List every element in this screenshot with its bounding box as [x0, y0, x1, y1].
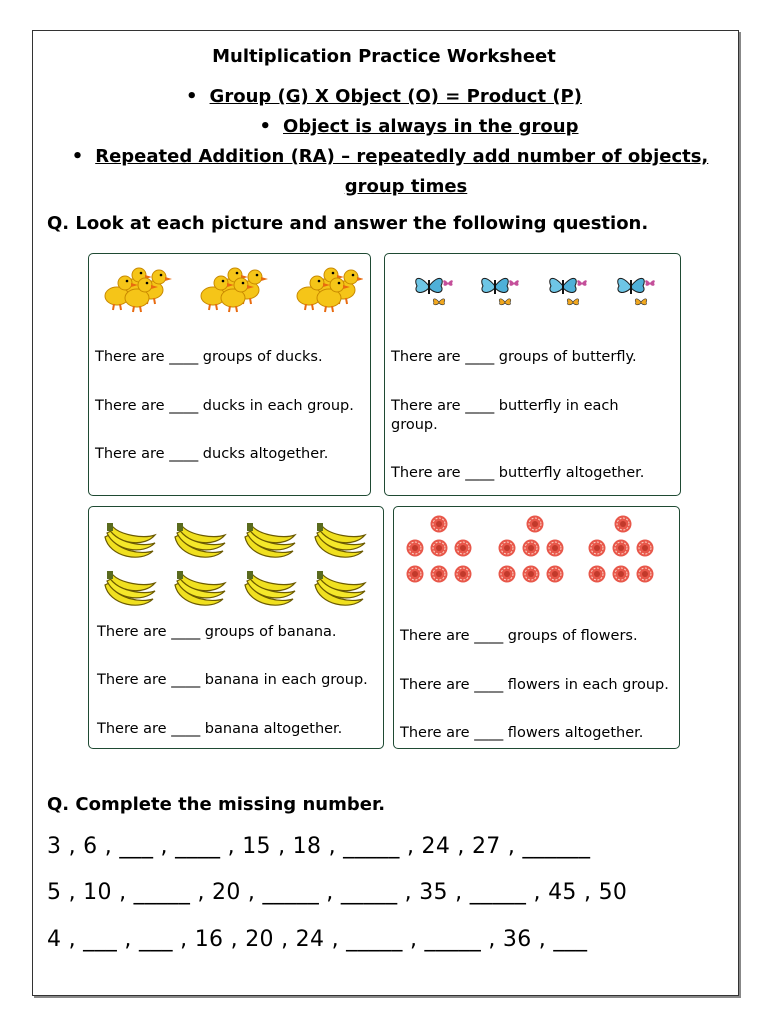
butterfly-total-line: There are ____ butterfly altogether.: [391, 465, 645, 481]
banana-each-line: There are ____ banana in each group.: [97, 672, 368, 688]
ducks-card: [88, 253, 371, 496]
butterfly-group-icon: [550, 278, 587, 304]
banana-icon: [315, 571, 365, 605]
flower-group-icon: [407, 540, 472, 583]
question-1: Q. Look at each picture and answer the following question.: [47, 213, 649, 234]
duck-group-icon: [105, 268, 172, 312]
banana-icon: [175, 523, 225, 557]
butterfly-group-icon: [482, 278, 519, 304]
duck-group-icon: [297, 268, 363, 312]
flowers-picture: [398, 511, 674, 591]
butterfly-each-line-cont: group.: [391, 417, 438, 433]
question-2: Q. Complete the missing number.: [47, 794, 386, 815]
ducks-each-line: There are ____ ducks in each group.: [95, 398, 354, 414]
sequence-row: 4 , ___ , ___ , 16 , 20 , 24 , _____ , _____ , 36 , ___: [47, 927, 588, 952]
flower-icon: [431, 516, 448, 533]
flower-icon: [615, 516, 632, 533]
butterfly-groups-line: There are ____ groups of butterfly.: [391, 349, 637, 365]
banana-icon: [245, 523, 295, 557]
banana-total-line: There are ____ banana altogether.: [97, 721, 343, 737]
bullet-icon: •: [71, 146, 84, 167]
flowers-groups-line: There are ____ groups of flowers.: [400, 628, 638, 644]
bullet-icon: •: [186, 86, 198, 107]
banana-card: [88, 506, 384, 749]
banana-picture: [99, 515, 375, 615]
rule-item: • Object is always in the group: [259, 116, 579, 137]
butterfly-group-icon: [618, 278, 655, 304]
banana-groups-line: There are ____ groups of banana.: [97, 624, 337, 640]
rule-item-continued: group times: [344, 176, 468, 197]
flower-group-icon: [589, 540, 654, 583]
butterfly-card: [384, 253, 681, 496]
ducks-groups-line: There are ____ groups of ducks.: [95, 349, 323, 365]
duck-group-icon: [201, 268, 268, 312]
flower-group-icon: [499, 540, 564, 583]
butterfly-group-icon: [416, 278, 453, 304]
sequence-row: 3 , 6 , ___ , ____ , 15 , 18 , _____ , 24 , 27 , ______: [47, 834, 591, 859]
butterfly-each-line: There are ____ butterfly in each: [391, 398, 619, 414]
sequence-row: 5 , 10 , _____ , 20 , _____ , _____ , 35 , _____ , 45 , 50: [47, 880, 628, 905]
rule-item: • Repeated Addition (RA) – repeatedly add number of objects,: [71, 146, 709, 167]
flower-icon: [527, 516, 544, 533]
flowers-each-line: There are ____ flowers in each group.: [400, 677, 669, 693]
flowers-card: [393, 506, 680, 749]
banana-icon: [315, 523, 365, 557]
ducks-picture: [97, 262, 363, 316]
butterfly-picture: [393, 266, 673, 318]
bullet-icon: •: [259, 116, 272, 137]
banana-icon: [245, 571, 295, 605]
banana-icon: [105, 571, 155, 605]
banana-icon: [105, 523, 155, 557]
rule-item: • Group (G) X Object (O) = Product (P): [186, 86, 582, 107]
ducks-total-line: There are ____ ducks altogether.: [95, 446, 329, 462]
flowers-total-line: There are ____ flowers altogether.: [400, 725, 644, 741]
worksheet-title: Multiplication Practice Worksheet: [212, 46, 556, 67]
banana-icon: [175, 571, 225, 605]
